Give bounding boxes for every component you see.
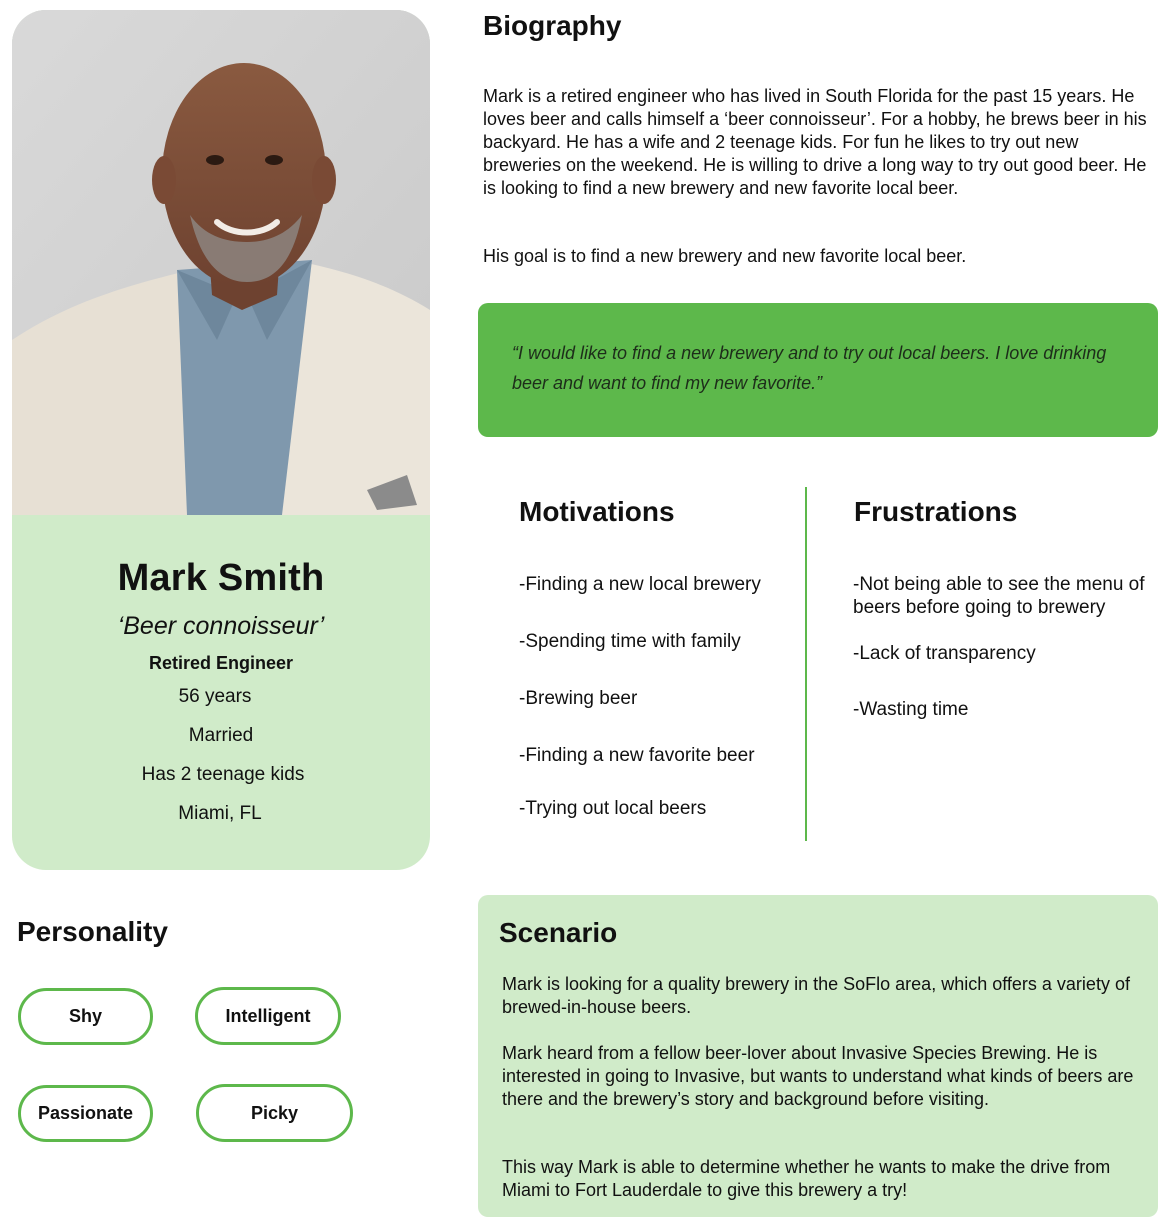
scenario-paragraph: Mark is looking for a quality brewery in the SoFlo area, which offers a variety of brewed-in-house beers. xyxy=(502,974,1130,1017)
motivation-item: -Trying out local beers xyxy=(519,798,707,819)
persona-name: Mark Smith xyxy=(117,557,325,599)
scenario-paragraph: Mark heard from a fellow beer-lover about Invasive Species Brewing. He is interested in going to Invasive, but wants to understand what kinds of beers are there and the brewery’s story and background before visiting. xyxy=(502,1043,1134,1109)
column-divider xyxy=(805,487,807,841)
motivation-item: -Spending time with family xyxy=(519,631,741,652)
scenario-box xyxy=(478,895,1158,1217)
frustration-item: -Lack of transparency xyxy=(853,643,1036,664)
profile-card xyxy=(12,10,430,870)
scenario-title: Scenario xyxy=(499,917,618,948)
persona-location: Miami, FL xyxy=(178,803,262,824)
persona-kids: Has 2 teenage kids xyxy=(141,764,305,785)
biography-goal: His goal is to find a new brewery and new favorite local beer. xyxy=(483,246,967,266)
frustration-item: -Not being able to see the menu of beers before going to brewery xyxy=(853,574,1145,618)
motivation-item: -Brewing beer xyxy=(519,688,638,709)
trait-pill-intelligent: Intelligent xyxy=(195,987,341,1045)
trait-pill-passionate: Passionate xyxy=(18,1085,153,1142)
profile-photo xyxy=(12,10,430,515)
persona-nickname: ‘Beer connoisseur’ xyxy=(117,612,325,640)
frustrations-title: Frustrations xyxy=(854,496,1018,527)
trait-pill-shy: Shy xyxy=(18,988,153,1045)
persona-job: Retired Engineer xyxy=(148,653,294,673)
motivation-item: -Finding a new local brewery xyxy=(519,574,761,595)
persona-marital-status: Married xyxy=(188,725,254,746)
biography-text: Mark is a retired engineer who has lived in South Florida for the past 15 years. He loves beer and calls himself a ‘beer connoisseur’. For a hobby, he brews beer in his backyard. He has a wife and 2 teenage kids. For fun he likes to try out new breweries on the weekend. He is willing to drive a long way to try out good beer. He is looking to find a new brewery and new favorite local beer. xyxy=(483,86,1147,198)
quote-box xyxy=(478,303,1158,437)
scenario-paragraph: This way Mark is able to determine whether he wants to make the drive from Miami to Fort Lauderdale to give this brewery a try! xyxy=(502,1157,1111,1200)
personality-title: Personality xyxy=(17,916,168,947)
trait-pill-picky: Picky xyxy=(196,1084,353,1142)
frustration-item: -Wasting time xyxy=(853,699,969,720)
quote-text: “I would like to find a new brewery and to try out local beers. I love drinking beer and want to find my new favorite.” xyxy=(512,343,1107,393)
persona-age: 56 years xyxy=(178,686,252,707)
motivation-item: -Finding a new favorite beer xyxy=(519,745,755,766)
biography-title: Biography xyxy=(483,10,622,41)
motivations-title: Motivations xyxy=(519,496,675,527)
